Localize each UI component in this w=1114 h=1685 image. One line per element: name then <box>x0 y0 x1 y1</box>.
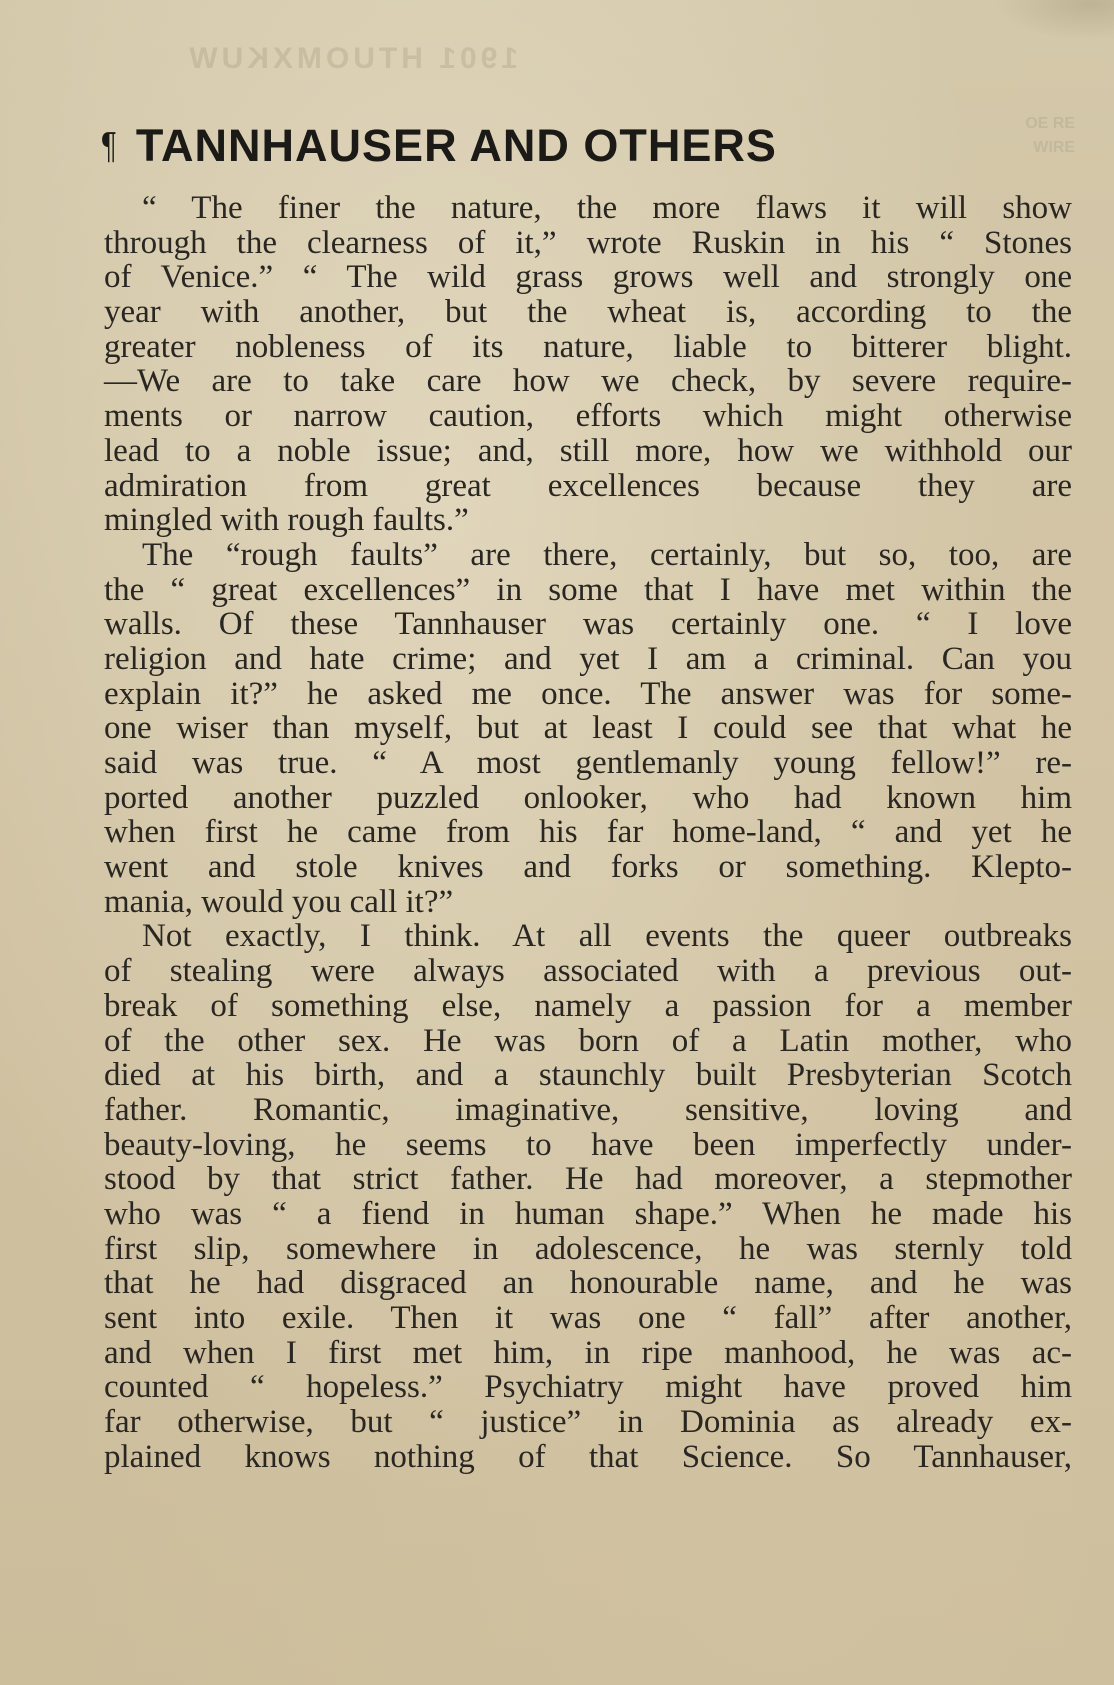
pilcrow-icon: ¶ <box>100 127 118 168</box>
text-line: of the other sex. He was born of a Latin mother, who <box>104 1022 1072 1059</box>
text-line: mingled with rough faults.” <box>104 502 469 539</box>
text-line: through the clearness of it,” wrote Ruskin in his “ Stones <box>104 224 1072 261</box>
text-line: The “rough faults” are there, certainly, but so, too, are <box>142 536 1072 573</box>
text-line: of Venice.” “ The wild grass grows well and strongly one <box>104 259 1072 296</box>
text-line: of stealing were always associated with a previous out- <box>104 953 1072 990</box>
text-line: sent into exile. Then it was one “ fall” after another, <box>104 1300 1072 1336</box>
text-line: plained knows nothing of that Science. So Tannhauser, <box>104 1438 1072 1475</box>
text-line: religion and hate crime; and yet I am a criminal. Can you <box>104 640 1072 677</box>
text-line: and when I first met him, in ripe manhood, he was ac- <box>104 1334 1072 1371</box>
text-line: father. Romantic, imaginative, sensitive, loving and <box>104 1091 1072 1128</box>
text-line: counted “ hopeless.” Psychiatry might have proved him <box>104 1369 1072 1406</box>
text-line: the “ great excellences” in some that I have met within the <box>104 571 1072 608</box>
paragraph-rough-faults <box>104 538 1072 920</box>
text-line: break of something else, namely a passion for a member <box>104 987 1072 1024</box>
text-line: stood by that strict father. He had moreover, a stepmother <box>104 1161 1072 1198</box>
text-line: mania, would you call it?” <box>104 883 454 920</box>
text-line: one wiser than myself, but at least I could see that what he <box>104 710 1072 747</box>
text-line: said was true. “ A most gentlemanly young fellow!” re- <box>104 745 1072 781</box>
text-line: “ The finer the nature, the more flaws it will show <box>142 190 1072 226</box>
text-line: —We are to take care how we check, by severe require- <box>104 363 1072 400</box>
text-line: explain it?” he asked me once. The answer was for some- <box>104 675 1072 712</box>
text-line: Not exactly, I think. At all events the queer outbreaks <box>142 918 1072 955</box>
text-line: beauty-loving, he seems to have been imperfectly under- <box>104 1126 1072 1163</box>
section-heading <box>100 118 1000 176</box>
text-line: far otherwise, but “ justice” in Dominia as already ex- <box>104 1404 1072 1441</box>
page-corner-stain <box>994 0 1114 40</box>
text-line: ported another puzzled onlooker, who had known him <box>104 779 1072 816</box>
text-line: that he had disgraced an honourable name, and he was <box>104 1265 1072 1302</box>
text-line: who was “ a fiend in human shape.” When he made his <box>104 1195 1072 1232</box>
text-line: ments or narrow caution, efforts which might otherwise <box>104 398 1072 435</box>
text-line: walls. Of these Tannhauser was certainly one. “ I love <box>104 606 1072 643</box>
text-line: when first he came from his far home-land, “ and yet he <box>104 814 1072 851</box>
text-line: first slip, somewhere in adolescence, he was sternly told <box>104 1230 1072 1267</box>
text-line: greater nobleness of its nature, liable to bitterer blight. <box>104 328 1072 365</box>
section-heading-title: TANNHAUSER AND OTHERS <box>135 120 777 171</box>
text-line: went and stole knives and forks or something. Klepto- <box>104 849 1072 886</box>
bleed-through-header: 1901 HTUOMXKUW <box>185 42 518 75</box>
body-text <box>104 191 1072 1474</box>
text-line: lead to a noble issue; and, still more, how we withhold our <box>104 432 1072 469</box>
text-line: year with another, but the wheat is, according to the <box>104 294 1072 331</box>
text-line: admiration from great excellences because they are <box>104 467 1072 504</box>
paragraph-not-exactly <box>104 919 1072 1474</box>
paragraph-ruskin-quote <box>104 191 1072 538</box>
text-line: died at his birth, and a staunchly built Presbyterian Scotch <box>104 1057 1072 1094</box>
bleed-through-marginal: ƎЯ ƎO ƎЯIW <box>1025 115 1075 156</box>
